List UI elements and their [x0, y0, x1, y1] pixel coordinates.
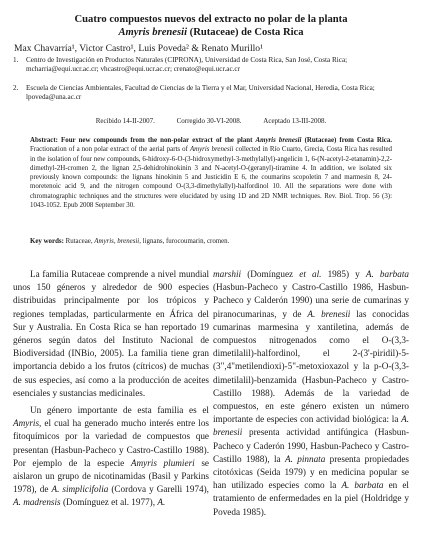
species-name: A. brenesii [307, 308, 351, 319]
corrected-date: Corregido 30-VI-2008. [176, 117, 242, 125]
text-run: presenta propiedades citotóxicas (Seida 1979) y en medicina popular se han utilizado especies como la [213, 453, 409, 491]
species-name: A. madrensis [13, 497, 61, 508]
citation-etal: et al. [299, 269, 322, 279]
text-run: presenta actividad antifúngica (Hasbun-Pacheco y Caderón 1990, Hasbun-Pacheco y Castro-Castillo 1988), la [213, 427, 409, 464]
text-run: (Domínguez [241, 269, 300, 279]
body-paragraph-2 [13, 404, 209, 510]
species-name: Amyris brenesii [118, 27, 188, 38]
text-run: Un género importante de esta familia es el [30, 405, 209, 416]
manuscript-dates [14, 117, 408, 126]
species-name: marshii [213, 269, 242, 279]
abstract-text-a: Fractionation of a non polar extract of the aerial parts of [30, 146, 190, 154]
species-name: A. barbata [341, 480, 384, 491]
abstract-species: Amyris brenesii [189, 146, 234, 154]
body-column-right [213, 268, 409, 519]
species-name: A. barbata [365, 269, 409, 279]
text-run: (Domínguez et al. 1977), [60, 497, 158, 508]
keywords-italic: Amyris, brenesii [94, 238, 140, 245]
affiliation-number: 2. [13, 84, 19, 92]
abstract-title-end: (Rutaceae) from Costa Rica. [301, 137, 392, 144]
affiliation-number: 1. [13, 56, 19, 64]
keywords-label: Key words: [30, 238, 64, 245]
text-run: (Hasbun-Pacheco y Castro-Castillo 1986, Hasbun-Pacheco y Calderón 1990) una serie de cumarinas y piranocumarinas, y de [213, 282, 409, 319]
abstract-label: Abstract: [30, 137, 58, 144]
keywords [30, 237, 392, 246]
affiliation-2 [13, 84, 410, 103]
species-name: A. brenesii [213, 414, 409, 438]
text-run: se aislaron un grupo de nicotinamidas (Basil y Parkins 1978), de [13, 457, 209, 495]
paper-title-line-1: Cuatro compuestos nuevos del extracto no polar de la planta [74, 14, 348, 25]
keywords-text-a: Rutaceae, [63, 238, 95, 245]
abstract-title-text: Four new compounds from the non-polar extract of the plant [61, 137, 256, 144]
paper-title-line-2 [14, 26, 408, 39]
species-name: A. [157, 497, 166, 508]
species-name: A. pinnata [284, 453, 326, 464]
text-run: (Cordova y Garelli 1974), [108, 484, 209, 495]
accepted-date: Aceptado 13-III-2008. [263, 117, 327, 125]
author-list: Max Chavarría¹, Victor Castro¹, Luis Poveda² & Renato Murillo¹ [14, 43, 263, 54]
species-name: A. simplicifolia [51, 484, 109, 495]
affiliation-text: Centro de Investigación en Productos Naturales (CIPRONA), Universidad de Costa Rica, San José, Costa Rica; mcharria@equi.ucr.ac.cr; vhcastro@equi.ucr.ac.cr; crenato@equi.ucr.ac.cr [26, 56, 348, 74]
text-run: las conocidas cumarinas marmesina y xantiletina, además de compuestos nitrogenados como el O-(3,3-dimetilalil)-halfordinol, el 2-(3'-piridil)-5-(3",4"metilendioxi)-5"-metoxioxazol y la p-O-(3,3-dimetilalil)-benzamida (Hasbun-Pacheco y Castro-Castillo 1988). Además de la variedad de compuestos, en este género existen un número importante de especies con actividad biológica: la [213, 308, 409, 425]
abstract-title-species: Amyris brenesii [255, 137, 302, 144]
body-paragraph-continued [213, 268, 409, 519]
body-paragraph-1: La familia Rutaceae comprende a nivel mundial unos 150 géneros y alrededor de 900 especies distribuidas principalmente por los trópicos y regiones templadas, particularmente en África del Sur y Australia. En Costa Rica se han reportado 19 géneros según datos del Instituto Nacional de Biodiversidad (INBio, 2005). La familia tiene gran importancia debido a los frutos (cítricos) de muchas de sus especies, así como a la producción de aceites esenciales y sustancias medicinales. [13, 269, 209, 398]
species-name: Amyris plumieri [130, 457, 195, 468]
keywords-text-b: , lignans, furocoumarin, cromen. [139, 238, 230, 245]
received-date: Recibido 14-II-2007. [95, 117, 155, 125]
title-rest: (Rutaceae) de Costa Rica [187, 27, 304, 38]
body-column-left [13, 268, 209, 510]
abstract [30, 136, 392, 210]
text-run: , el cual ha generado mucho interés entre los fitoquímicos por la variedad de compuestos que presentan (Hasbun-Pacheco y Castro-Castillo 1988). Por ejemplo de la especie [13, 418, 209, 468]
text-run: 1985) y [321, 269, 366, 279]
text-run: en el tratamiento de enfermedades en la piel (Holdridge y Poveda 1985). [213, 480, 409, 517]
genus-name: Amyris [13, 418, 40, 429]
affiliation-1 [13, 56, 410, 75]
abstract-english-title [61, 137, 392, 144]
abstract-text-b: collected in Río Cuarto, Grecia, Costa Rica has resulted in the isolation of four new compounds, 6-hidroxy-6-O-(3-hidroxymethyl-3-methylallyl)-angelicin 1, 6-(N-acetyl-2-etanamin)-2,2-dimethyl-2H-cromen 2, the lignan 2,5-dehidrohinokinin 3 and N-acetyl-O-(geranyl)-tiramine 4. In addition, we isolated six previously known compounds: the lignans hinokinin 5 and Justicidin E 6, the coumarins scopoletin 7 and marmesin 8, 24-moretenoic acid 9, and the nitrogen compound O-(3,3-dimethylallyl)-halfordinol 10. All the separations were done with chromatographic techniques and the structures were elucidated by using 1D and 2D NMR techniques. Rev. Biol. Trop. 56 (3): 1043-1052. Epub 2008 September 30. [30, 146, 392, 210]
affiliation-text: Escuela de Ciencias Ambientales, Facultad de Ciencias de la Tierra y el Mar, Universidad Nacional, Heredia, Costa Rica; lpoveda@una.ac.cr [26, 84, 375, 102]
